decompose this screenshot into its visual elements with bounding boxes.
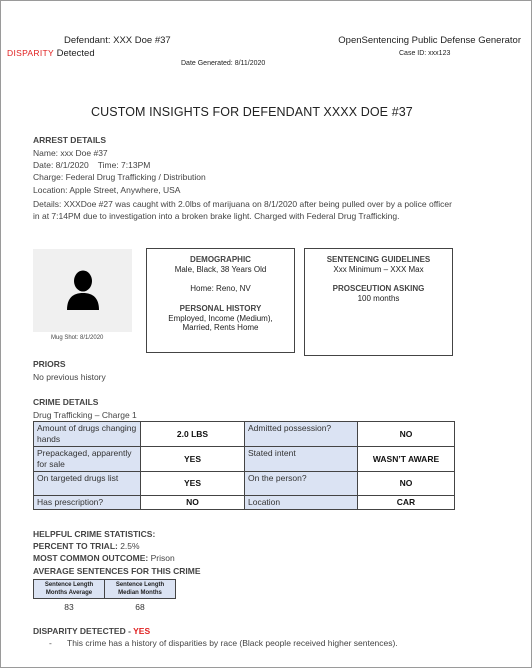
table-cell-label: Location	[245, 496, 358, 510]
table-cell-value: NO	[358, 422, 455, 447]
stats-heading: HELPFUL CRIME STATISTICS:	[33, 529, 156, 539]
avg-col1-line1: Sentence Length	[44, 582, 94, 588]
table-row	[34, 422, 455, 447]
table-cell-label: Prepackaged, apparently for sale	[34, 447, 141, 472]
header-disparity-status	[7, 48, 95, 59]
personal-history-line1: Employed, Income (Medium),	[168, 314, 273, 323]
header-date-generated: Date Generated: 8/11/2020	[181, 60, 266, 67]
stats-outcome-label: MOST COMMON OUTCOME:	[33, 553, 149, 563]
disparity-heading	[33, 626, 150, 636]
table-cell-value: NO	[358, 472, 455, 496]
table-row	[34, 599, 176, 614]
crime-details-table	[33, 421, 455, 510]
avg-col2-line1: Sentence Length	[115, 582, 165, 588]
arrest-time: Time: 7:13PM	[97, 160, 151, 170]
table-cell-label: Stated intent	[245, 447, 358, 472]
arrest-date: Date: 8/1/2020	[33, 160, 89, 170]
arrest-date-time	[33, 159, 150, 171]
table-cell-value: NO	[141, 496, 245, 510]
avg-col2-line2: Median Months	[118, 590, 162, 596]
demographic-home: Home: Reno, NV	[190, 284, 251, 293]
page-title: CUSTOM INSIGHTS FOR DEFENDANT XXXX DOE #37	[91, 105, 413, 119]
sentencing-box	[304, 248, 453, 356]
stats-outcome-value: Prison	[148, 553, 175, 563]
header-generator: OpenSentencing Public Defense Generator	[338, 35, 521, 46]
arrest-location: Location: Apple Street, Anywhere, USA	[33, 185, 181, 195]
disparity-bullet	[49, 638, 398, 648]
disparity-flag: DISPARITY	[7, 48, 54, 58]
table-cell-value: YES	[141, 472, 245, 496]
header-defendant: Defendant: XXX Doe #37	[64, 35, 171, 46]
table-cell-value: CAR	[358, 496, 455, 510]
demographic-heading: DEMOGRAPHIC	[190, 255, 251, 264]
avg-col1-header	[34, 580, 105, 599]
table-row	[34, 472, 455, 496]
arrest-details-text: Details: XXXDoe #27 was caught with 2.0lbs of marijuana on 8/1/2020 after being pulled over by a police officer in at 7:14PM due to investigation into a broken brake light. Charged with Federal Drug Trafficking.	[33, 199, 452, 221]
sentencing-heading: SENTENCING GUIDELINES	[326, 255, 431, 264]
avg-sentences-table	[33, 579, 176, 613]
demographic-box	[146, 248, 295, 353]
mugshot-caption: Mug Shot: 8/1/2020	[51, 335, 104, 341]
table-row	[34, 496, 455, 510]
table-cell-label: Has prescription?	[34, 496, 141, 510]
arrest-details-heading: ARREST DETAILS	[33, 135, 107, 145]
avg-col2-header	[105, 580, 176, 599]
stats-trial-label: PERCENT TO TRIAL:	[33, 541, 118, 551]
bullet-dash: -	[49, 638, 52, 648]
avg-col1-line2: Months Average	[45, 590, 93, 596]
disparity-bullet-text: This crime has a history of disparities by race (Black people received higher sentences).	[67, 638, 398, 648]
personal-history-line2: Married, Rents Home	[182, 323, 259, 332]
table-cell-label: On targeted drugs list	[34, 472, 141, 496]
priors-heading: PRIORS	[33, 359, 66, 369]
table-row	[34, 447, 455, 472]
stats-trial-value: 2.5%	[117, 541, 140, 551]
table-cell-value: YES	[141, 447, 245, 472]
table-row	[34, 580, 176, 599]
avg-sentences-heading: AVERAGE SENTENCES FOR THIS CRIME	[33, 566, 201, 576]
priors-text: No previous history	[33, 372, 106, 382]
table-cell-label: Admitted possession?	[245, 422, 358, 447]
demographic-line: Male, Black, 38 Years Old	[174, 265, 267, 274]
prosecution-heading: PROSCEUTION ASKING	[332, 284, 425, 293]
stats-trial	[33, 541, 140, 551]
stats-outcome	[33, 553, 175, 563]
personal-history-heading: PERSONAL HISTORY	[179, 304, 262, 313]
disparity-flag-rest: Detected	[53, 48, 95, 59]
crime-subheading: Drug Trafficking – Charge 1	[33, 410, 137, 420]
disparity-heading-label: DISPARITY DETECTED -	[33, 626, 134, 636]
table-cell-value: WASN’T AWARE	[358, 447, 455, 472]
arrest-charge: Charge: Federal Drug Trafficking / Distribution	[33, 172, 206, 182]
table-cell-label: Amount of drugs changing hands	[34, 422, 141, 447]
avg-col2-value: 68	[135, 602, 145, 612]
arrest-name: Name: xxx Doe #37	[33, 148, 108, 158]
table-cell-label: On the person?	[245, 472, 358, 496]
person-silhouette-icon	[66, 270, 100, 310]
table-cell-value: 2.0 LBS	[141, 422, 245, 447]
sentencing-range: Xxx Minimum – XXX Max	[333, 265, 424, 274]
prosecution-value: 100 months	[357, 294, 400, 303]
mugshot-photo	[33, 249, 132, 332]
header-case-id: Case ID: xxx123	[399, 50, 451, 57]
disparity-heading-flag: YES	[133, 626, 151, 636]
avg-col1-value: 83	[64, 602, 74, 612]
crime-details-heading: CRIME DETAILS	[33, 397, 99, 407]
